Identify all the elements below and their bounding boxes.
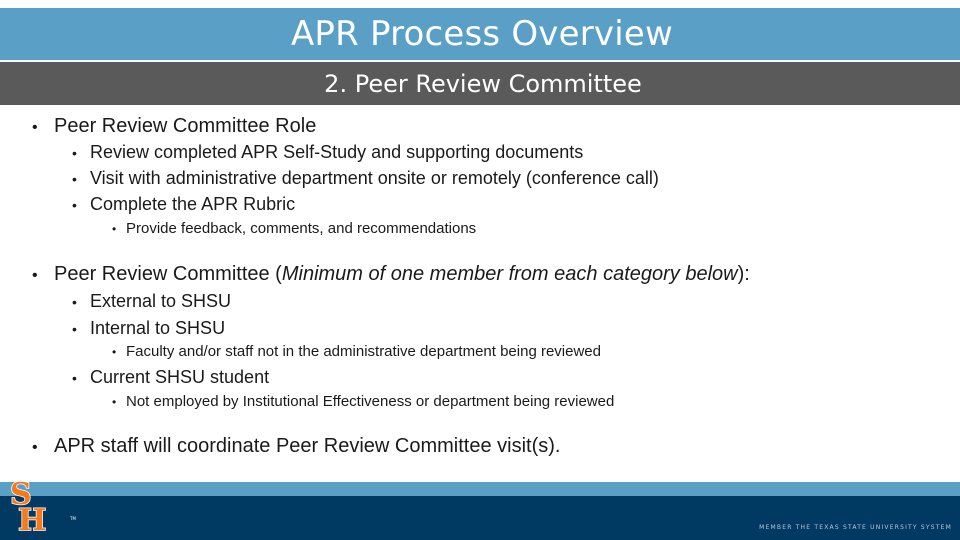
list-item xyxy=(32,263,750,286)
list-item xyxy=(72,142,583,163)
list-item xyxy=(112,220,476,237)
footer xyxy=(0,496,960,540)
committee-heading-suffix: ): xyxy=(737,263,750,285)
bullet: • xyxy=(112,395,117,409)
bullet: • xyxy=(32,439,38,456)
role-item: Review completed APR Self-Study and supporting documents xyxy=(90,142,584,162)
committee-heading-italic: Minimum of one member from each category below xyxy=(281,263,738,285)
page-title: APR Process Overview xyxy=(290,14,674,54)
role-item: Complete the APR Rubric xyxy=(90,194,296,214)
list-item xyxy=(32,435,560,458)
bullet: • xyxy=(112,222,117,236)
bullet: • xyxy=(32,119,38,136)
committee-item: Internal to SHSU xyxy=(90,318,226,338)
internal-subitem: Faculty and/or staff not in the administrative department being reviewed xyxy=(126,343,601,360)
role-item: Visit with administrative department onsite or remotely (conference call) xyxy=(90,168,659,188)
committee-heading xyxy=(54,263,750,286)
role-heading: Peer Review Committee Role xyxy=(54,115,317,137)
committee-item: Current SHSU student xyxy=(90,367,270,387)
list-item xyxy=(72,194,295,215)
list-item xyxy=(72,367,269,388)
list-item xyxy=(72,168,659,189)
bullet: • xyxy=(72,294,77,310)
shsu-logo xyxy=(6,478,76,538)
list-item xyxy=(72,291,231,312)
page-subtitle: 2. Peer Review Committee xyxy=(324,69,642,98)
member-tagline: MEMBER THE TEXAS STATE UNIVERSITY SYSTEM xyxy=(759,524,952,531)
bullet: • xyxy=(72,171,77,187)
bullet: • xyxy=(72,197,77,213)
svg-text:S: S xyxy=(10,478,32,512)
list-item xyxy=(112,343,601,360)
bullet: • xyxy=(72,321,77,337)
svg-text:H: H xyxy=(18,503,47,538)
bullet: • xyxy=(72,145,77,161)
footer-stripe xyxy=(0,482,960,496)
bullet: • xyxy=(112,345,117,359)
bullet: • xyxy=(72,370,77,386)
rubric-subitem: Provide feedback, comments, and recommendations xyxy=(126,220,477,237)
bullet: • xyxy=(32,267,38,284)
list-item xyxy=(32,115,316,138)
committee-item: External to SHSU xyxy=(90,291,232,311)
closing-statement: APR staff will coordinate Peer Review Committee visit(s). xyxy=(54,435,561,457)
list-item xyxy=(112,393,614,410)
list-item xyxy=(72,318,225,339)
committee-heading-prefix: Peer Review Committee ( xyxy=(54,263,282,285)
svg-text:TM: TM xyxy=(70,516,76,521)
student-subitem: Not employed by Institutional Effectiveness or department being reviewed xyxy=(126,393,615,410)
